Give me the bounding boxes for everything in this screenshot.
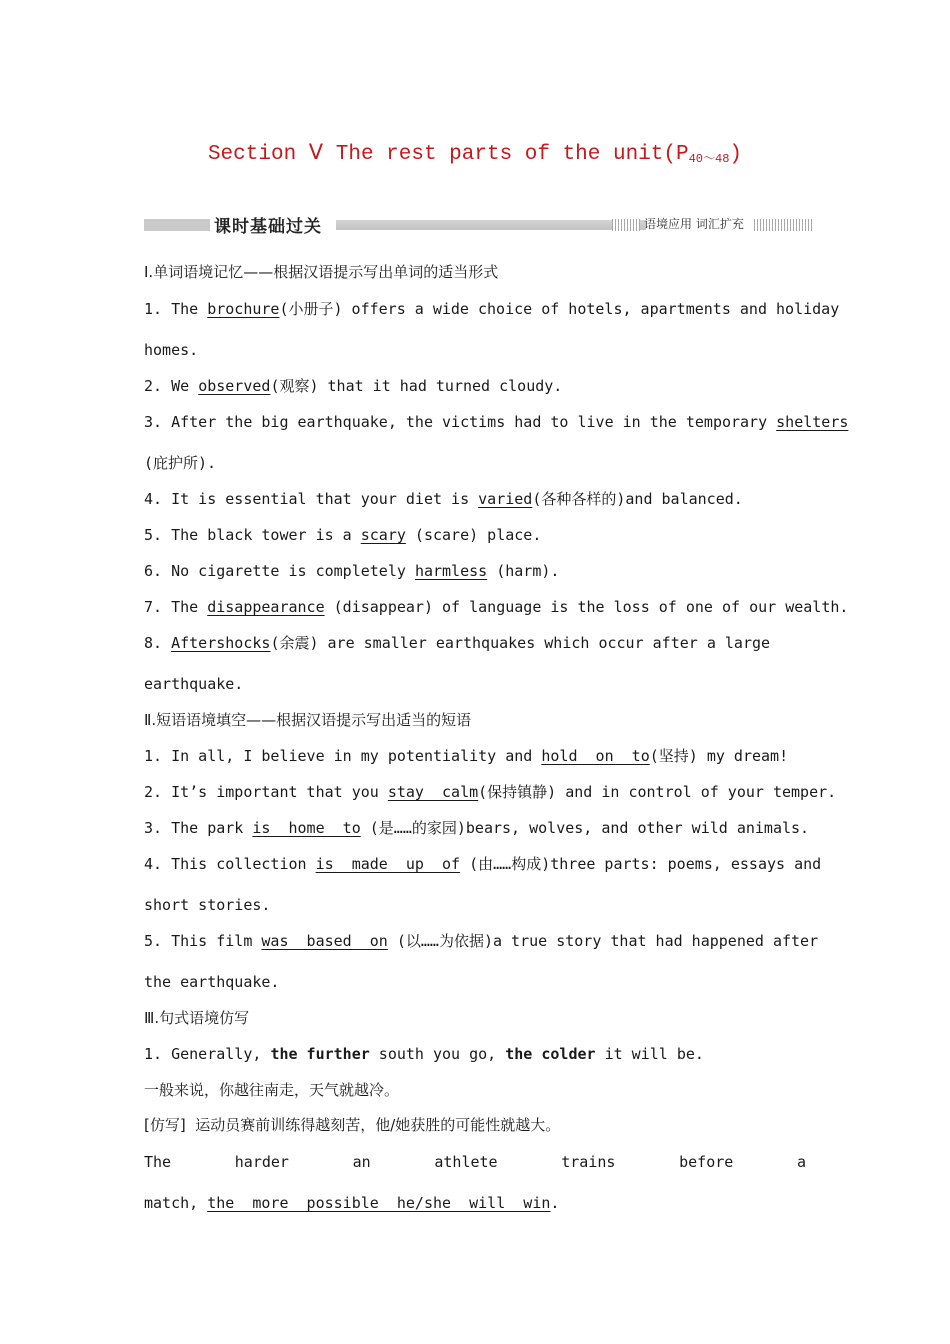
p3-example: 1. Generally, the further south you go, the colder it will be. (144, 1045, 704, 1063)
p1-q7: 7. The disappearance (disappear) of language is the loss of one of our wealth. (144, 598, 849, 616)
answer: stay calm (387, 783, 479, 801)
p1-q2: 2. We observed(观察) that it had turned cloudy. (144, 377, 563, 395)
p1-q3-line1: 3. After the big earthquake, the victims had to live in the temporary shelters (144, 413, 849, 431)
page-title: Section Ⅴ The rest parts of the $unit(P_{40\sim 48})$ (207, 143, 743, 166)
p1-q8-line1: 8. Aftershocks(余震) are smaller earthquakes which occur after a large (144, 634, 771, 652)
p1-q8-line2: earthquake. (144, 675, 244, 693)
answer: is made up of (315, 855, 461, 873)
p1-q5: 5. The black tower is a scary (scare) place. (144, 526, 542, 544)
answer: was based on (261, 932, 388, 950)
p2-q1: 1. In all, I believe in my potentiality and hold on to(坚持) my dream! (144, 747, 789, 765)
p1-q1-line2: homes. (144, 341, 199, 359)
banner-right-text: 语境应用 词汇扩充 (644, 217, 744, 231)
p2-q3: 3. The park is home to (是……的家园)bears, wolves, and other wild animals. (144, 819, 810, 837)
p2-q4-line1: 4. This collection is made up of (由……构成)three parts: poems, essays and (144, 855, 822, 873)
p2-q5-line1: 5. This film was based on (以……为依据)a true story that had happened after (144, 932, 819, 950)
part2-heading: Ⅱ.短语语境填空——根据汉语提示写出适当的短语 (144, 711, 472, 729)
answer: disappearance (207, 598, 325, 616)
banner-hatch-right (754, 219, 814, 231)
p3-task: [仿写] 运动员赛前训练得越刻苦，他/她获胜的可能性就越大。 (144, 1116, 561, 1134)
p1-q3-line2: (庇护所). (144, 454, 217, 472)
answer: shelters (776, 413, 849, 431)
banner-hatch-left (612, 219, 640, 231)
banner-label: 课时基础过关 (214, 217, 322, 237)
p1-q4: 4. It is essential that your diet is varied(各种各样的)and balanced. (144, 490, 743, 508)
p2-q4-line2: short stories. (144, 896, 271, 914)
answer: observed (198, 377, 271, 395)
p3-translation: 一般来说，你越往南走，天气就越冷。 (144, 1081, 400, 1099)
p2-q2: 2. It’s important that you stay calm(保持镇静) and in control of your temper. (144, 783, 837, 801)
p3-answer-line1: The harder an athlete trains before a (144, 1153, 806, 1171)
banner-bar-middle (336, 220, 646, 230)
p1-q1-line1: 1. The brochure(小册子) offers a wide choice of hotels, apartments and holiday (144, 300, 840, 318)
p1-q6: 6. No cigarette is completely harmless (harm). (144, 562, 560, 580)
p2-q5-line2: the earthquake. (144, 973, 280, 991)
answer: scary (360, 526, 406, 544)
answer: Aftershocks (171, 634, 271, 652)
answer: harmless (414, 562, 488, 580)
answer: is home to (252, 819, 361, 837)
p3-answer-line2: match, the more possible he/she will win. (144, 1194, 560, 1212)
part1-heading: Ⅰ.单词语境记忆——根据汉语提示写出单词的适当形式 (144, 263, 499, 281)
section-banner (144, 212, 814, 238)
part3-heading: Ⅲ.句式语境仿写 (144, 1009, 250, 1027)
answer: the more possible he/she will win (207, 1194, 551, 1212)
answer: brochure (207, 300, 280, 318)
answer: hold on to (541, 747, 650, 765)
banner-bar-left (144, 219, 210, 231)
answer: varied (478, 490, 533, 508)
